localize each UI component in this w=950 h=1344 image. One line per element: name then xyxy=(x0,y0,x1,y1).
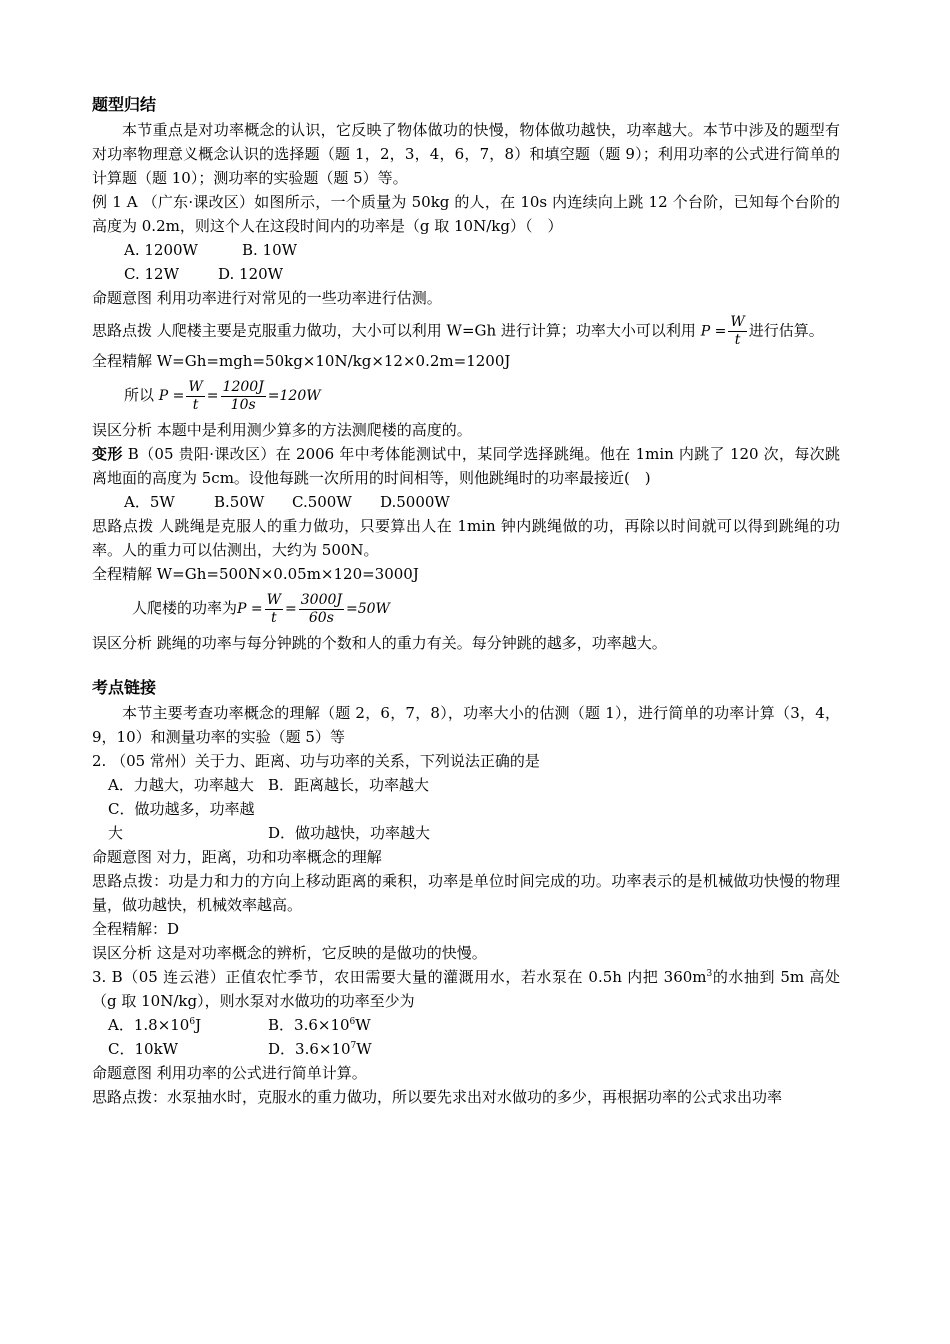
section-title-summary: 题型归结 xyxy=(92,95,157,114)
option-a: A．$1.8\times 10^6J$ xyxy=(108,1016,202,1034)
example-1-intent: 命题意图 利用功率进行对常见的一些功率进行估测。 xyxy=(92,289,442,307)
links-intro: 本节主要考查功率概念的理解（题 2，6，7，8），功率大小的估测（题 1），进行简单的功率计算（3，4，9，10）和测量功率的实验（题 5）等 xyxy=(92,704,840,746)
option-d: D.5000W xyxy=(380,493,450,511)
power-formula-fraction: $\frac{W}{t}$ xyxy=(730,314,745,348)
option-a: A. 1200W xyxy=(124,241,198,259)
example-1-options-row-1 xyxy=(92,238,840,262)
question-2-solution: 全程精解：D xyxy=(92,920,180,938)
question-3-options-row-2 xyxy=(92,1037,840,1061)
question-2-options-row-1 xyxy=(92,773,840,797)
example-2-hint: 思路点拨 人跳绳是克服人的重力做功，只要算出人在 1min 钟内跳绳做的功，再除以时间就可以得到跳绳的功率。人的重力可以估测出，大约为 500N。 xyxy=(92,517,840,559)
option-c: C．10kW xyxy=(108,1040,179,1058)
question-3-intent: 命题意图 利用功率的公式进行简单计算。 xyxy=(92,1064,367,1082)
option-b: B．$3.6\times 10^6W$ xyxy=(268,1016,371,1034)
question-2-stem: 2. （05 常州）关于力、距离、功与功率的关系，下列说法正确的是 xyxy=(92,752,540,770)
option-c: C．做功越多，功率越大 xyxy=(108,800,255,842)
example-2-options xyxy=(92,490,840,514)
document-page xyxy=(92,92,840,1109)
example-1-equation: 所以 P = $\frac{W}{t}$ = $\frac{1200J}{10s}$ =120W xyxy=(124,378,321,413)
question-2-options-row-2 xyxy=(92,797,840,845)
section-title-links: 考点链接 xyxy=(92,678,157,697)
question-2-hint: 思路点拨：功是力和力的方向上移动距离的乘积，功率是单位时间完成的功。功率表示的是机械做功快慢的物理量，做功越快，机械效率越高。 xyxy=(92,872,840,914)
question-3-stem: 3. B（05 连云港）正值农忙季节，农田需要大量的灌溉用水，若水泵在 0.5h 内把 $360m^3$的水抽到 5m 高处（g 取 10N/kg），则水泵对水做功的功率至少为 xyxy=(92,968,840,1010)
question-2-mistake: 误区分析 这是对功率概念的辨析，它反映的是做功的快慢。 xyxy=(92,944,487,962)
option-b: B. 10W xyxy=(242,241,298,259)
example-2-mistake: 误区分析 跳绳的功率与每分钟跳的个数和人的重力有关。每分钟跳的越多，功率越大。 xyxy=(92,634,667,652)
option-a: A．力越大，功率越大 xyxy=(108,776,254,794)
option-d: D．做功越快，功率越大 xyxy=(268,824,431,842)
option-c: C.500W xyxy=(292,493,352,511)
summary-intro: 本节重点是对功率概念的认识，它反映了物体做功的快慢，物体做功越快，功率越大。本节中涉及的题型有对功率物理意义概念认识的选择题（题 1，2，3，4，6，7，8）和填空题（题 9）；利用功率的公式进行简单的计算题（题 10）；测功率的实验题（题 5）等。 xyxy=(92,121,840,187)
option-d: D. 120W xyxy=(218,265,284,283)
example-2-solution: 全程精解 W=Gh=500N×0.05m×120=3000J xyxy=(92,565,419,583)
example-1-solution: 全程精解 W=Gh=mgh=50kg×10N/kg×12×0.2m=1200J xyxy=(92,352,511,370)
question-3-options-row-1 xyxy=(92,1013,840,1037)
option-b: B．距离越长，功率越大 xyxy=(268,776,430,794)
example-1-options-row-2 xyxy=(92,262,840,286)
option-d: D．$3.6\times 10^7W$ xyxy=(268,1040,372,1058)
option-a: A．5W xyxy=(124,493,175,511)
example-2-equation: 人爬楼的功率为P = $\frac{W}{t}$ = $\frac{3000J}{60s}$ =50W xyxy=(132,591,390,626)
question-3-hint: 思路点拨：水泵抽水时，克服水的重力做功，所以要先求出对水做功的多少，再根据功率的公式求出功率 xyxy=(92,1088,783,1106)
example-2-stem: 变形 B（05 贵阳·课改区）在 2006 年中考体能测试中，某同学选择跳绳。他在 1min 内跳了 120 次，每次跳离地面的高度为 5cm。设他每跳一次所用的时间相等，则他跳绳时的功率最接近( ) xyxy=(92,445,840,487)
option-b: B.50W xyxy=(214,493,265,511)
option-c: C. 12W xyxy=(124,265,179,283)
example-1-hint: 思路点拨 人爬楼主要是克服重力做功，大小可以利用 W=Gh 进行计算；功率大小可以利用 P = $\frac{W}{t}$ 进行估算。 xyxy=(92,314,824,348)
example-1-stem: 例 1 A （广东·课改区）如图所示，一个质量为 50kg 的人，在 10s 内连续向上跳 12 个台阶，已知每个台阶的高度为 0.2m，则这个人在这段时间内的功率是（g 取 10N/kg）（ ） xyxy=(92,193,840,235)
question-2-intent: 命题意图 对力，距离，功和功率概念的理解 xyxy=(92,848,382,866)
example-1-mistake: 误区分析 本题中是利用测少算多的方法测爬楼的高度的。 xyxy=(92,421,472,439)
